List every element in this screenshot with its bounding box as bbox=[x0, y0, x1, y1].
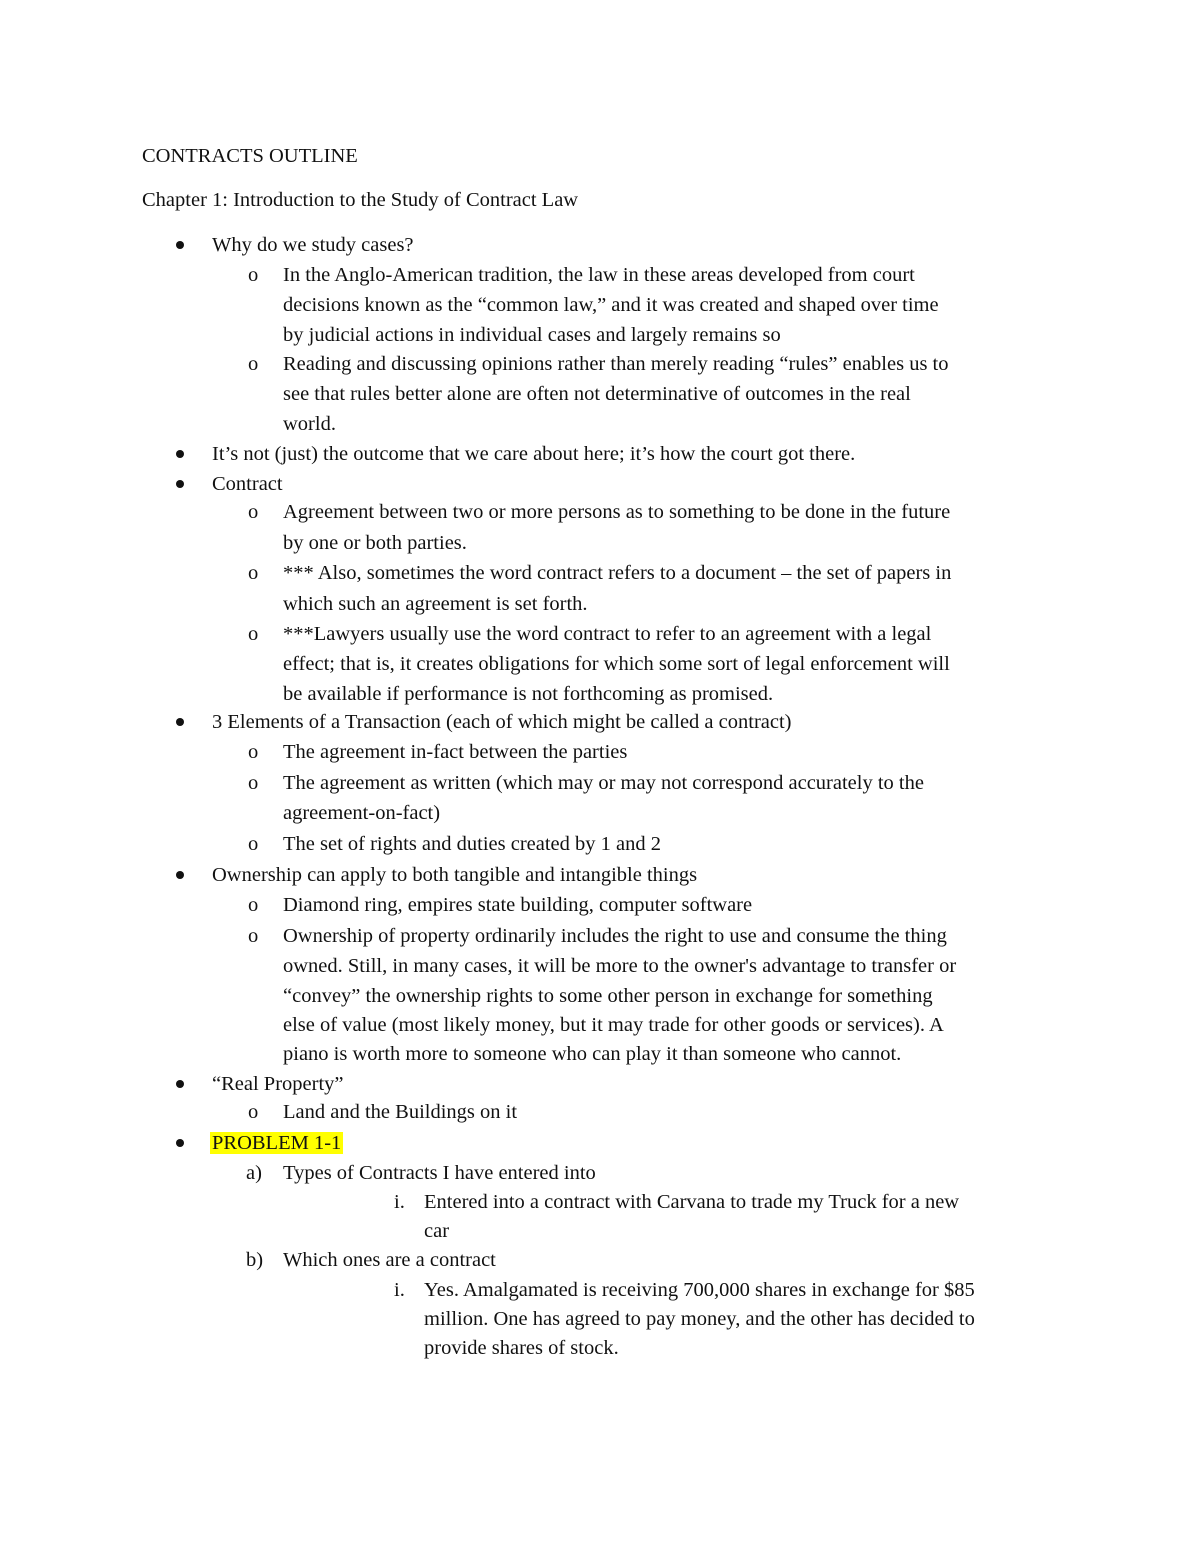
list-item: It’s not (just) the outcome that we care about here; it’s how the court got there. bbox=[212, 443, 856, 465]
list-item-line: The agreement as written (which may or may not correspond accurately to the bbox=[283, 772, 924, 794]
list-item-line: In the Anglo-American tradition, the law in these areas developed from court bbox=[283, 264, 915, 286]
list-item-line: by judicial actions in individual cases and largely remains so bbox=[283, 324, 781, 346]
sub-bullet-icon: o bbox=[248, 353, 259, 375]
bullet-icon bbox=[176, 450, 184, 458]
sub-bullet-icon: o bbox=[248, 833, 259, 855]
list-item-line: effect; that is, it creates obligations for which some sort of legal enforcement will bbox=[283, 653, 950, 675]
list-item-line: decisions known as the “common law,” and it was created and shaped over time bbox=[283, 294, 939, 316]
list-item-line: Entered into a contract with Carvana to trade my Truck for a new bbox=[424, 1191, 960, 1213]
sub-bullet-icon: o bbox=[248, 925, 259, 947]
sub-bullet-icon: o bbox=[248, 264, 259, 286]
bullet-icon bbox=[176, 1139, 184, 1147]
list-item-line: which such an agreement is set forth. bbox=[283, 593, 588, 615]
list-marker: i. bbox=[394, 1279, 405, 1301]
sub-bullet-icon: o bbox=[248, 501, 259, 523]
bullet-icon bbox=[176, 718, 184, 726]
list-item-line: Yes. Amalgamated is receiving 700,000 shares in exchange for $85 bbox=[424, 1279, 975, 1301]
list-marker: b) bbox=[246, 1249, 264, 1271]
list-item: Ownership can apply to both tangible and intangible things bbox=[212, 864, 698, 886]
sub-bullet-icon: o bbox=[248, 741, 259, 763]
list-item-line: million. One has agreed to pay money, and the other has decided to bbox=[424, 1308, 975, 1330]
list-item-line: car bbox=[424, 1220, 450, 1242]
sub-bullet-icon: o bbox=[248, 772, 259, 794]
list-item-line: world. bbox=[283, 413, 336, 435]
sub-bullet-icon: o bbox=[248, 894, 259, 916]
problem-heading bbox=[210, 1128, 343, 1158]
list-item-line: by one or both parties. bbox=[283, 532, 467, 554]
list-item-line: Ownership of property ordinarily includes the right to use and consume the thing bbox=[283, 925, 947, 947]
bullet-icon bbox=[176, 241, 184, 249]
document-title: CONTRACTS OUTLINE bbox=[142, 145, 358, 167]
sub-bullet-icon: o bbox=[248, 562, 259, 584]
list-item-line: Land and the Buildings on it bbox=[283, 1101, 518, 1123]
list-item-line: Agreement between two or more persons as to something to be done in the future bbox=[283, 501, 951, 523]
list-item-line: The agreement in-fact between the parties bbox=[283, 741, 628, 763]
list-item-line: owned. Still, in many cases, it will be more to the owner's advantage to transfer or bbox=[283, 955, 957, 977]
sub-bullet-icon: o bbox=[248, 623, 259, 645]
list-item-line: The set of rights and duties created by 1 and 2 bbox=[283, 833, 661, 855]
list-marker: i. bbox=[394, 1191, 405, 1213]
list-item: “Real Property” bbox=[212, 1073, 344, 1095]
bullet-icon bbox=[176, 871, 184, 879]
sub-bullet-icon: o bbox=[248, 1101, 259, 1123]
bullet-icon bbox=[176, 1080, 184, 1088]
list-item-line: Which ones are a contract bbox=[283, 1249, 496, 1271]
bullet-icon bbox=[176, 480, 184, 488]
list-marker: a) bbox=[246, 1162, 262, 1184]
list-item-line: ***Lawyers usually use the word contract to refer to an agreement with a legal bbox=[283, 623, 932, 645]
list-item-line: Reading and discussing opinions rather than merely reading “rules” enables us to bbox=[283, 353, 949, 375]
list-item: Why do we study cases? bbox=[212, 234, 414, 256]
list-item-line: else of value (most likely money, but it may trade for other goods or services). A bbox=[283, 1014, 944, 1036]
highlighted-text: PROBLEM 1-1 bbox=[212, 1132, 342, 1154]
chapter-heading: Chapter 1: Introduction to the Study of Contract Law bbox=[142, 189, 579, 211]
list-item-line: be available if performance is not forthcoming as promised. bbox=[283, 683, 774, 705]
list-item-line: see that rules better alone are often not determinative of outcomes in the real bbox=[283, 383, 911, 405]
list-item: 3 Elements of a Transaction (each of which might be called a contract) bbox=[212, 711, 792, 733]
list-item-line: Types of Contracts I have entered into bbox=[283, 1162, 596, 1184]
list-item-line: agreement-on-fact) bbox=[283, 802, 441, 824]
list-item-line: piano is worth more to someone who can play it than someone who cannot. bbox=[283, 1043, 902, 1065]
list-item-line: Diamond ring, empires state building, computer software bbox=[283, 894, 753, 916]
list-item-line: *** Also, sometimes the word contract refers to a document – the set of papers in bbox=[283, 562, 952, 584]
list-item: Contract bbox=[212, 473, 283, 495]
list-item-line: provide shares of stock. bbox=[424, 1337, 619, 1359]
list-item-line: “convey” the ownership rights to some other person in exchange for something bbox=[283, 985, 933, 1007]
